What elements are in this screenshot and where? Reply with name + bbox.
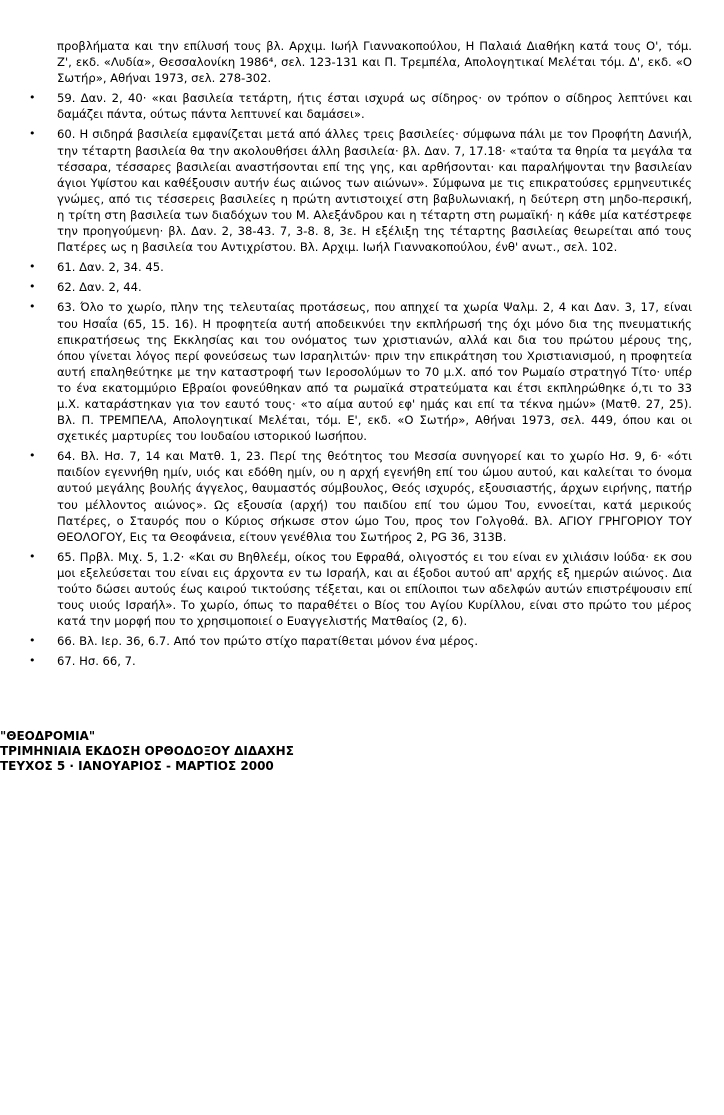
- footnote-text: 62. Δαν. 2, 44.: [57, 280, 142, 295]
- footnote-59: [0, 90, 724, 122]
- footer-subtitle: ΤΡΙΜΗΝΙΑΙΑ ΕΚΔΟΣΗ ΟΡΘΟΔΟΞΟΥ ΔΙΔΑΧΗΣ: [0, 744, 294, 758]
- footnote-text: 67. Ησ. 66, 7.: [57, 654, 136, 669]
- footnote-63: [0, 299, 724, 444]
- bullet-icon: •: [29, 280, 36, 294]
- footnote-62: [0, 279, 724, 295]
- footer-issue: ΤΕΥΧΟΣ 5 · ΙΑΝΟΥΑΡΙΟΣ - ΜΑΡΤΙΟΣ 2000: [0, 759, 274, 773]
- bullet-icon: •: [29, 449, 36, 463]
- footnote-60: [0, 126, 724, 255]
- footnote-64: [0, 448, 724, 545]
- footer-title: "ΘΕΟΔΡΟΜΙΑ": [0, 729, 96, 743]
- footnote-text: 64. Βλ. Ησ. 7, 14 και Ματθ. 1, 23. Περί της θεότητος του Μεσσία συνηγορεί και το χωρίο Ησ. 9, 6· «ότι παιδίον εγεννήθη ημίν, υιός και εδόθη ημίν, ου η αρχή εγενήθη επί του ώμου αυτού, και καλείται το όνομα αυτού μεγάλης βουλής άγγελος, θαυμαστός σύμβουλος, Θεός ισχυρός, εξουσιαστής, άρχων ειρήνης, πατήρ του μέλλοντος αιώνος». Ως εξουσία (αρχή) του παιδίου επί του ώμου Του, εννοείται, κατά μερικούς Πατέρες, ο Σταυρός που ο Κύριος σήκωσε στον ώμο Του, προς τον Γολγοθά. Βλ. ΑΓΙΟΥ ΓΡΗΓΟΡΙΟΥ ΤΟΥ ΘΕΟΛΟΓΟΥ, Εις τα Θεοφάνεια, είτουν γενέθλια του Σωτήρος 2, PG 36, 313Β.: [57, 449, 692, 544]
- footnotes-list: [0, 38, 724, 673]
- footnote-61: [0, 259, 724, 275]
- footnote-65: [0, 549, 724, 629]
- footnote-text: 59. Δαν. 2, 40· «και βασιλεία τετάρτη, ήτις έσται ισχυρά ως σίδηρος· ον τρόπον ο σίδηρος λεπτύνει και δαμάζει πάντα, ούτως πάντα λεπτυνεί και δαμάσει».: [57, 91, 692, 122]
- footnote-text: 63. Όλο το χωρίο, πλην της τελευταίας προτάσεως, που απηχεί τα χωρία Ψαλμ. 2, 4 και Δαν. 3, 17, είναι του Ησαΐα (65, 15. 16). Η προφητεία αυτή αποδεικνύει την εκπλήρωσή της όχι μόνο δια της πνευματικής επικρατήσεως της Εκκλησίας και του ονόματος των χριστιανών, αλλά και δια του πρώτου μέρους της, όπου γίνεται λόγος περί φονεύσεως των Ισραηλιτών· πριν την επικράτηση του Χριστιανισμού, η προφητεία αυτή επαληθεύτηκε με την καταστροφή των Ιεροσολύμων το 70 μ.Χ. από τον Ρωμαίο στρατηγό Τίτο· υπέρ το ένα εκατομμύριο Εβραίοι φονεύθηκαν από τα ρωμαϊκά στρατεύματα και έτσι εκπληρώθηκε ό,τι το 33 μ.Χ. καταράστηκαν για τον εαυτό τους· «το αίμα αυτού εφ' ημάς και επί τα τέκνα ημών» (Ματθ. 27, 25). Βλ. Π. ΤΡΕΜΠΕΛΑ, Απολογητικαί Μελέται, τόμ. Ε', εκδ. «Ο Σωτήρ», Αθήναι 1973, σελ. 449, όπου και οι σχετικές μαρτυρίες του Ιουδαίου ιστορικού Ιωσήπου.: [57, 300, 692, 444]
- bullet-icon: •: [29, 127, 36, 141]
- footnote-text: 60. Η σιδηρά βασιλεία εμφανίζεται μετά από άλλες τρεις βασιλείες· σύμφωνα πάλι με τον Προφήτη Δανιήλ, την τέταρτη βασιλεία θα την ακολουθήσει άλλη βασιλεία· βλ. Δαν. 7, 17.18· «ταύτα τα θηρία τα μεγάλα τα τέσσαρα, τέσσαρες βασιλείαι αναστήσονται επί της γης, και αρθήσονται· και παραλήψονται την βασιλείαν άγιοι Υψίστου και καθέξουσιν αυτήν έως αιώνος των αιώνων». Σύμφωνα με τις επικρατούσες ερμηνευτικές γνώμες, από τις τέσσερεις βασιλείες η πρώτη αντιστοιχεί στη βαβυλωνιακή, η δεύτερη στη μηδο-περσική, η τρίτη στη βασιλεία των διαδόχων του Μ. Αλεξάνδρου και η τέταρτη στη ρωμαϊκή· η κάθε μία κατέστρεφε την προηγούμενη· βλ. Δαν. 2, 38-43. 7, 3-8. 8, 3ε. Η εξέλιξη της τέταρτης βασιλείας θεωρείται από τους Πατέρες ως η βασιλεία του Αντιχρίστου. Βλ. Αρχιμ. Ιωήλ Γιαννακοπούλου, ένθ' ανωτ., σελ. 102.: [57, 127, 692, 255]
- footnote-66: [0, 633, 724, 649]
- bullet-icon: •: [29, 634, 36, 648]
- bullet-icon: •: [29, 549, 36, 563]
- bullet-icon: •: [29, 654, 36, 668]
- publication-footer: [0, 729, 294, 774]
- bullet-icon: •: [29, 91, 36, 105]
- footnote-text: 61. Δαν. 2, 34. 45.: [57, 260, 164, 275]
- footnote-text: 65. Πρβλ. Μιχ. 5, 1.2· «Και συ Βηθλεέμ, οίκος του Εφραθά, ολιγοστός ει του είναι εν χιλιάσιν Ιούδα· εκ σου μοι εξελεύσεται του είναι εις άρχοντα εν τω Ισραήλ, και αι έξοδοι αυτού απ' αρχής εξ ημερών αιώνος. Δια τούτο δώσει αυτούς έως καιρού τικτούσης τέξεται, και οι επίλοιποι των αδελφών αυτών επιστρέψουσιν επί τους υιούς Ισραήλ». Το χωρίο, όπως το παραθέτει ο Βίος του Αγίου Κυρίλλου, είναι στο πρώτο του μέρος κατά την μορφή που το χρησιμοποιεί ο Ευαγγελιστής Ματθαίος (2, 6).: [57, 549, 692, 629]
- footnote-67: [0, 653, 724, 669]
- footnote-text: 66. Βλ. Ιερ. 36, 6.7. Από τον πρώτο στίχο παρατίθεται μόνον ένα μέρος.: [57, 634, 479, 649]
- footnote-continuation: [0, 38, 724, 86]
- footnote-text: προβλήματα και την επίλυσή τους βλ. Αρχιμ. Ιωήλ Γιαννακοπούλου, Η Παλαιά Διαθήκη κατά τους Ο', τόμ. Ζ', εκδ. «Λυδία», Θεσσαλονίκη 1986⁴, σελ. 123-131 και Π. Τρεμπέλα, Απολογητικαί Μελέται τόμ. Δ', εκδ. «Ο Σωτήρ», Αθήναι 1973, σελ. 278-302.: [57, 39, 692, 86]
- bullet-icon: •: [29, 260, 36, 274]
- bullet-icon: •: [29, 300, 36, 314]
